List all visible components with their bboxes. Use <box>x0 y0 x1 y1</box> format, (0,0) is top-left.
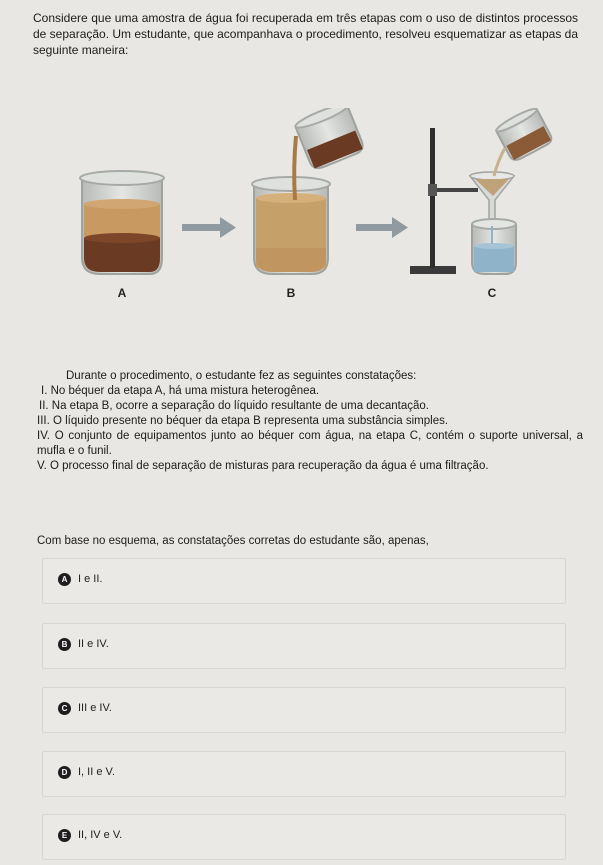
separation-diagram <box>0 108 603 308</box>
option-d[interactable] <box>42 751 566 797</box>
arrow-2 <box>356 217 408 238</box>
statement-3: III. O líquido presente no béquer da etapa B representa uma substância simples. <box>37 415 449 427</box>
option-b[interactable] <box>42 623 566 669</box>
option-c-text: III e IV. <box>78 702 112 714</box>
label-b: B <box>286 286 296 300</box>
label-c: C <box>487 286 497 300</box>
statement-4: IV. O conjunto de equipamentos junto ao béquer com água, na etapa C, contém o suporte universal, a mufla e o funil. <box>37 430 583 457</box>
option-d-letter: D <box>58 766 71 779</box>
option-e-text: II, IV e V. <box>78 829 123 841</box>
statement-1: I. No béquer da etapa A, há uma mistura heterogênea. <box>41 385 320 397</box>
statements-list <box>37 384 583 474</box>
option-a[interactable] <box>42 558 566 604</box>
beaker-a <box>80 171 164 274</box>
arrow-1 <box>182 217 236 238</box>
option-a-text: I e II. <box>78 573 103 585</box>
statements-title: Durante o procedimento, o estudante fez as seguintes constatações: <box>66 370 417 382</box>
label-a: A <box>117 286 127 300</box>
intro-text: Considere que uma amostra de água foi recuperada em três etapas com o uso de distintos processos de separação. Um estudante, que acompanhava o procedimento, resolveu esquematizar as etapas da seguinte maneira: <box>33 11 579 57</box>
option-b-letter: B <box>58 638 71 651</box>
question-stem: Com base no esquema, as constatações corretas do estudante são, apenas, <box>37 535 429 547</box>
option-b-text: II e IV. <box>78 638 109 650</box>
beaker-b <box>252 108 365 274</box>
option-c-letter: C <box>58 702 71 715</box>
statement-2: II. Na etapa B, ocorre a separação do líquido resultante de uma decantação. <box>39 400 429 412</box>
option-a-letter: A <box>58 573 71 586</box>
option-e[interactable] <box>42 814 566 860</box>
option-c[interactable] <box>42 687 566 733</box>
filtration-setup <box>410 108 554 274</box>
option-e-letter: E <box>58 829 71 842</box>
statement-5: V. O processo final de separação de misturas para recuperação da água é uma filtração. <box>37 460 489 472</box>
option-d-text: I, II e V. <box>78 766 115 778</box>
